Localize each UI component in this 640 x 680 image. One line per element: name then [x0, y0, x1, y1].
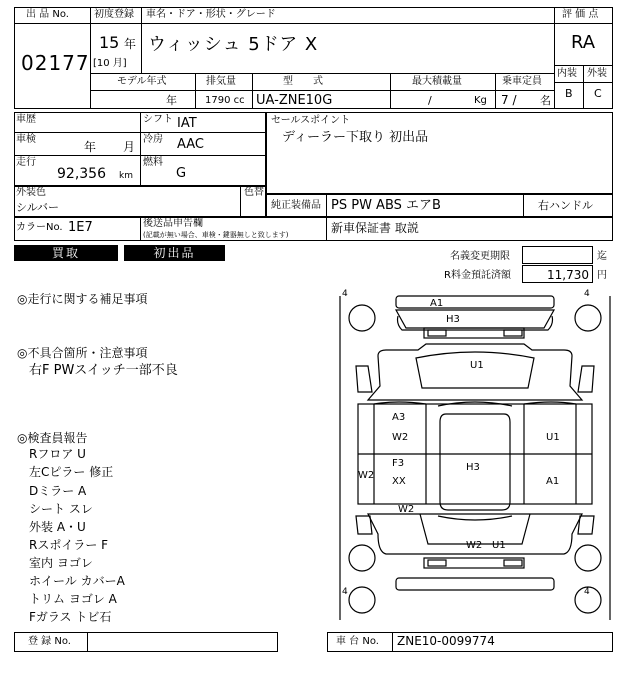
lot-no-label: 出 品 No.: [26, 9, 69, 20]
divider: [495, 73, 496, 109]
divider: [583, 65, 584, 109]
damage-mark: U1: [546, 432, 560, 443]
diagram-frame: [340, 296, 610, 620]
right-mirror: [578, 366, 594, 392]
shift: IAT: [177, 116, 197, 131]
spare-tire-left: [349, 587, 375, 613]
name-change-box: [522, 246, 593, 264]
model-year-unit: 年: [166, 94, 177, 107]
divider: [240, 186, 241, 217]
reg-month: [10 月]: [93, 58, 127, 69]
divider: [326, 194, 327, 217]
divider: [14, 132, 266, 133]
inspection-label: 車検: [16, 134, 36, 145]
max-load-unit: Kg: [474, 95, 487, 106]
rating-label: 評 価 点: [562, 9, 599, 20]
fuel-label: 燃料: [143, 157, 163, 168]
ac: AAC: [177, 137, 204, 152]
tire-depth-rl: 4: [342, 587, 348, 597]
damage-mark: XX: [392, 476, 406, 487]
car-damage-diagram: [338, 288, 612, 628]
interior-grade: B: [565, 87, 573, 100]
supplement-title: ◎走行に関する補足事項: [17, 292, 148, 306]
tire-depth-fr: 4: [584, 289, 590, 299]
chassis-label: 車 台 No.: [336, 636, 379, 647]
docs-label: 後送品申告欄: [143, 218, 203, 229]
inspector-item: Rスポイラー F: [29, 538, 109, 552]
first-listing-badge: 初出品: [124, 245, 225, 261]
inspector-item: 外装 A・U: [29, 520, 86, 534]
name-change-unit: 迄: [597, 251, 607, 262]
divider: [90, 23, 554, 24]
inspector-item: Dミラー A: [29, 484, 87, 498]
damage-mark: A3: [392, 412, 406, 423]
model-year-label: モデル年式: [117, 76, 167, 87]
inspector-item: Fガラス トビ石: [29, 610, 112, 624]
divider: [14, 155, 266, 156]
tire-depth-fl: 4: [342, 289, 348, 299]
buy-badge: 買取: [14, 245, 118, 261]
equipment: PS PW ABS エアB: [331, 198, 441, 213]
car-name: ウィッシュ 5ドア X: [148, 34, 319, 55]
divider: [140, 112, 141, 186]
inspector-item: 左Cピラー 修正: [29, 465, 114, 479]
inspector-item: ホイール カバーA: [29, 574, 125, 588]
vent-slot: [504, 560, 522, 566]
exterior-label: 外装: [587, 68, 607, 79]
first-reg-label: 初度登録: [94, 9, 134, 20]
damage-mark: W2: [392, 432, 409, 443]
inspector-item: 室内 ヨゴレ: [29, 556, 93, 570]
car-name-label: 車名・ドア・形状・グレード: [146, 9, 276, 20]
shift-label: シフト: [143, 114, 173, 125]
capacity-label: 乗車定員: [502, 76, 542, 87]
inspector-item: シート スレ: [29, 502, 93, 516]
rear-right-light: [578, 516, 594, 534]
ac-label: 冷房: [143, 134, 163, 145]
divider: [195, 73, 196, 109]
capacity: 7 /: [501, 93, 517, 107]
recycle-value: 11,730: [547, 268, 589, 282]
equipment-label: 純正装備品: [271, 200, 321, 211]
damage-mark: W2: [398, 504, 415, 515]
vent-slot: [504, 330, 522, 336]
tire-rear-left: [349, 545, 375, 571]
defects-title: ◎不具合箇所・注意事項: [17, 346, 148, 360]
divider: [87, 632, 88, 652]
divider: [90, 90, 554, 91]
damage-mark: F3: [392, 458, 405, 469]
inspector-item: トリム ヨゴレ A: [29, 592, 117, 606]
divider: [140, 217, 141, 241]
model-code-label: 型 式: [283, 76, 323, 87]
vent-slot: [428, 330, 446, 336]
history-label: 車歴: [16, 114, 36, 125]
color-no: 1E7: [68, 220, 93, 235]
steering: 右ハンドル: [538, 199, 593, 212]
divider: [90, 73, 554, 74]
divider: [252, 73, 253, 109]
max-load: /: [428, 94, 432, 107]
tire-depth-rr: 4: [584, 587, 590, 597]
reg-year-unit: 年: [124, 37, 137, 51]
mileage-unit: km: [119, 171, 133, 181]
divider: [392, 632, 393, 652]
vent-slot: [428, 560, 446, 566]
defects-text: 右F PWスイッチ一部不良: [29, 363, 178, 378]
max-load-label: 最大積載量: [412, 76, 462, 87]
displacement-label: 排気量: [206, 76, 236, 87]
displacement: 1790 cc: [205, 95, 245, 106]
color-no-label: カラーNo.: [16, 222, 63, 233]
damage-mark: H3: [446, 314, 460, 325]
inspector-item: Rフロア U: [29, 447, 86, 461]
recycle-unit: 円: [597, 270, 607, 281]
damage-mark: A1: [546, 476, 560, 487]
front-bumper: [396, 296, 554, 308]
damage-mark: W2: [466, 540, 483, 551]
name-change-label: 名義変更期限: [450, 251, 510, 262]
model-code: UA-ZNE10G: [256, 93, 333, 108]
reg-no-label: 登 録 No.: [28, 636, 71, 647]
sales-point: ディーラー下取り 初出品: [282, 130, 429, 145]
chassis-no: ZNE10-0099774: [397, 634, 495, 648]
damage-mark: W2: [358, 470, 375, 481]
divider: [14, 23, 90, 24]
damage-mark: U1: [492, 540, 506, 551]
interior-label: 内装: [557, 68, 577, 79]
color-no-frame: [14, 217, 613, 241]
ext-color-label: 外装色: [16, 187, 46, 198]
left-mirror: [356, 366, 372, 392]
rating: RA: [571, 32, 596, 53]
damage-mark: H3: [466, 462, 480, 473]
divider: [141, 7, 142, 73]
inspection-month: 月: [123, 140, 136, 154]
damage-mark: U1: [470, 360, 484, 371]
sales-point-label: セールスポイント: [271, 115, 351, 126]
docs: 新車保証書 取説: [331, 221, 419, 235]
ext-color: シルバー: [16, 201, 59, 214]
inspection-year: 年: [84, 140, 97, 154]
tire-rear-right: [575, 545, 601, 571]
mileage: 92,356: [57, 166, 106, 182]
divider: [390, 73, 391, 109]
mileage-label: 走行: [16, 157, 36, 168]
tire-front-right: [575, 305, 601, 331]
repaint-label: 色替: [244, 187, 264, 198]
divider: [554, 23, 613, 24]
inspector-title: ◎検査員報告: [17, 431, 88, 445]
damage-mark: A1: [430, 298, 444, 309]
recycle-label: R料金預託済額: [444, 270, 511, 281]
exterior-grade: C: [594, 87, 602, 100]
capacity-unit: 名: [540, 94, 551, 107]
divider: [523, 194, 524, 217]
divider: [326, 217, 327, 241]
rear-left-light: [356, 516, 372, 534]
reg-year: 15: [99, 33, 120, 52]
tire-front-left: [349, 305, 375, 331]
lot-no: 02177: [21, 51, 90, 75]
docs-sub: (記載が無い場合、車検・鍵器無しと致します): [143, 231, 289, 239]
fuel: G: [176, 166, 187, 181]
rear-bumper: [396, 578, 554, 590]
hood: [396, 310, 554, 328]
